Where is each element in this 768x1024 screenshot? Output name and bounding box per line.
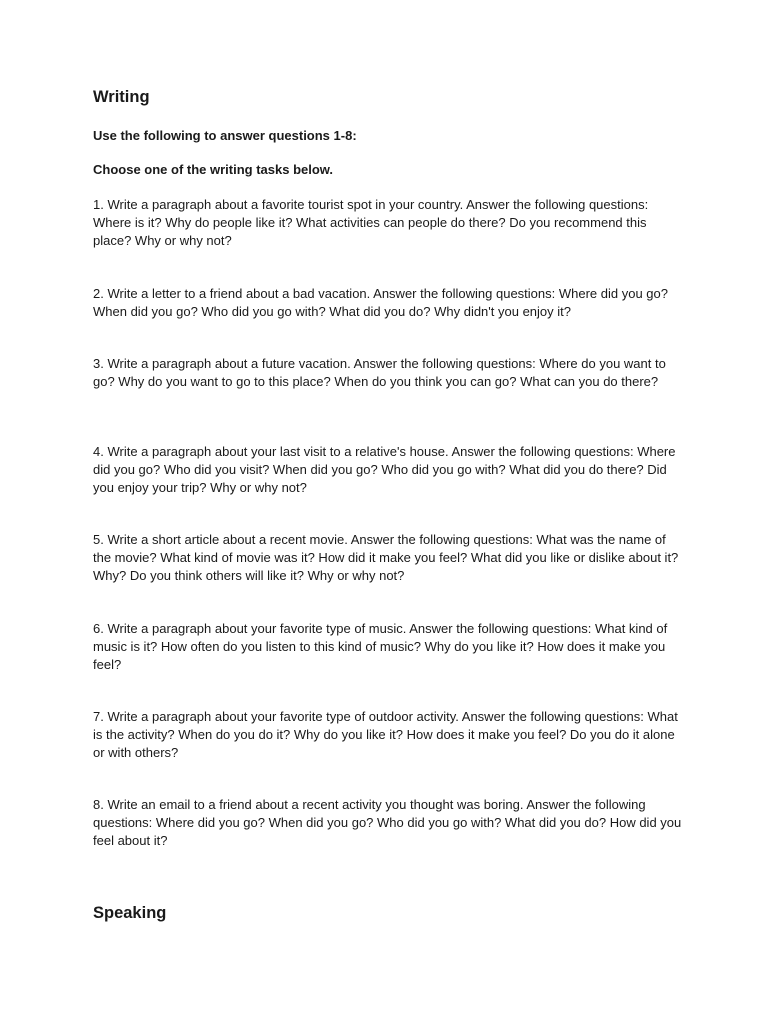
writing-heading: Writing <box>93 88 150 106</box>
writing-task-8: 8. Write an email to a friend about a recent activity you thought was boring. Answer the following questions: Where did you go? When did you go? Who did you go with? What did you do? How did you feel about it? <box>93 797 682 848</box>
writing-task-4: 4. Write a paragraph about your last visit to a relative's house. Answer the following questions: Where did you go? Who did you visit? When did you go? Who did you go with? What did you do there? Did you enjoy your trip? Why or why not? <box>93 444 676 495</box>
writing-task-1: 1. Write a paragraph about a favorite tourist spot in your country. Answer the following questions: Where is it? Why do people like it? What activities can people do there? Do you recommend this place? Why or why not? <box>93 197 649 248</box>
instruction-text: Use the following to answer questions 1-8: <box>93 128 357 143</box>
writing-task-3: 3. Write a paragraph about a future vacation. Answer the following questions: Where do you want to go? Why do you want to go to this place? When do you think you can go? What can you do there? <box>93 356 666 389</box>
writing-task-6: 6. Write a paragraph about your favorite type of music. Answer the following questions: What kind of music is it? How often do you listen to this kind of music? Why do you like it? How does it make you feel? <box>93 621 668 672</box>
speaking-heading: Speaking <box>93 904 167 922</box>
choose-task-text: Choose one of the writing tasks below. <box>93 162 334 177</box>
writing-task-2: 2. Write a letter to a friend about a bad vacation. Answer the following questions: Where did you go? When did you go? Who did you go with? What did you do? Why didn't you enjoy it? <box>93 286 668 319</box>
writing-task-5: 5. Write a short article about a recent movie. Answer the following questions: What was the name of the movie? What kind of movie was it? How did it make you feel? What did you like or dislike about it? Why? Do you think others will like it? Why or why not? <box>93 532 679 583</box>
writing-task-7: 7. Write a paragraph about your favorite type of outdoor activity. Answer the following questions: What is the activity? When do you do it? Why do you like it? How does it make you feel? Do you do it alone or with others? <box>93 709 678 760</box>
